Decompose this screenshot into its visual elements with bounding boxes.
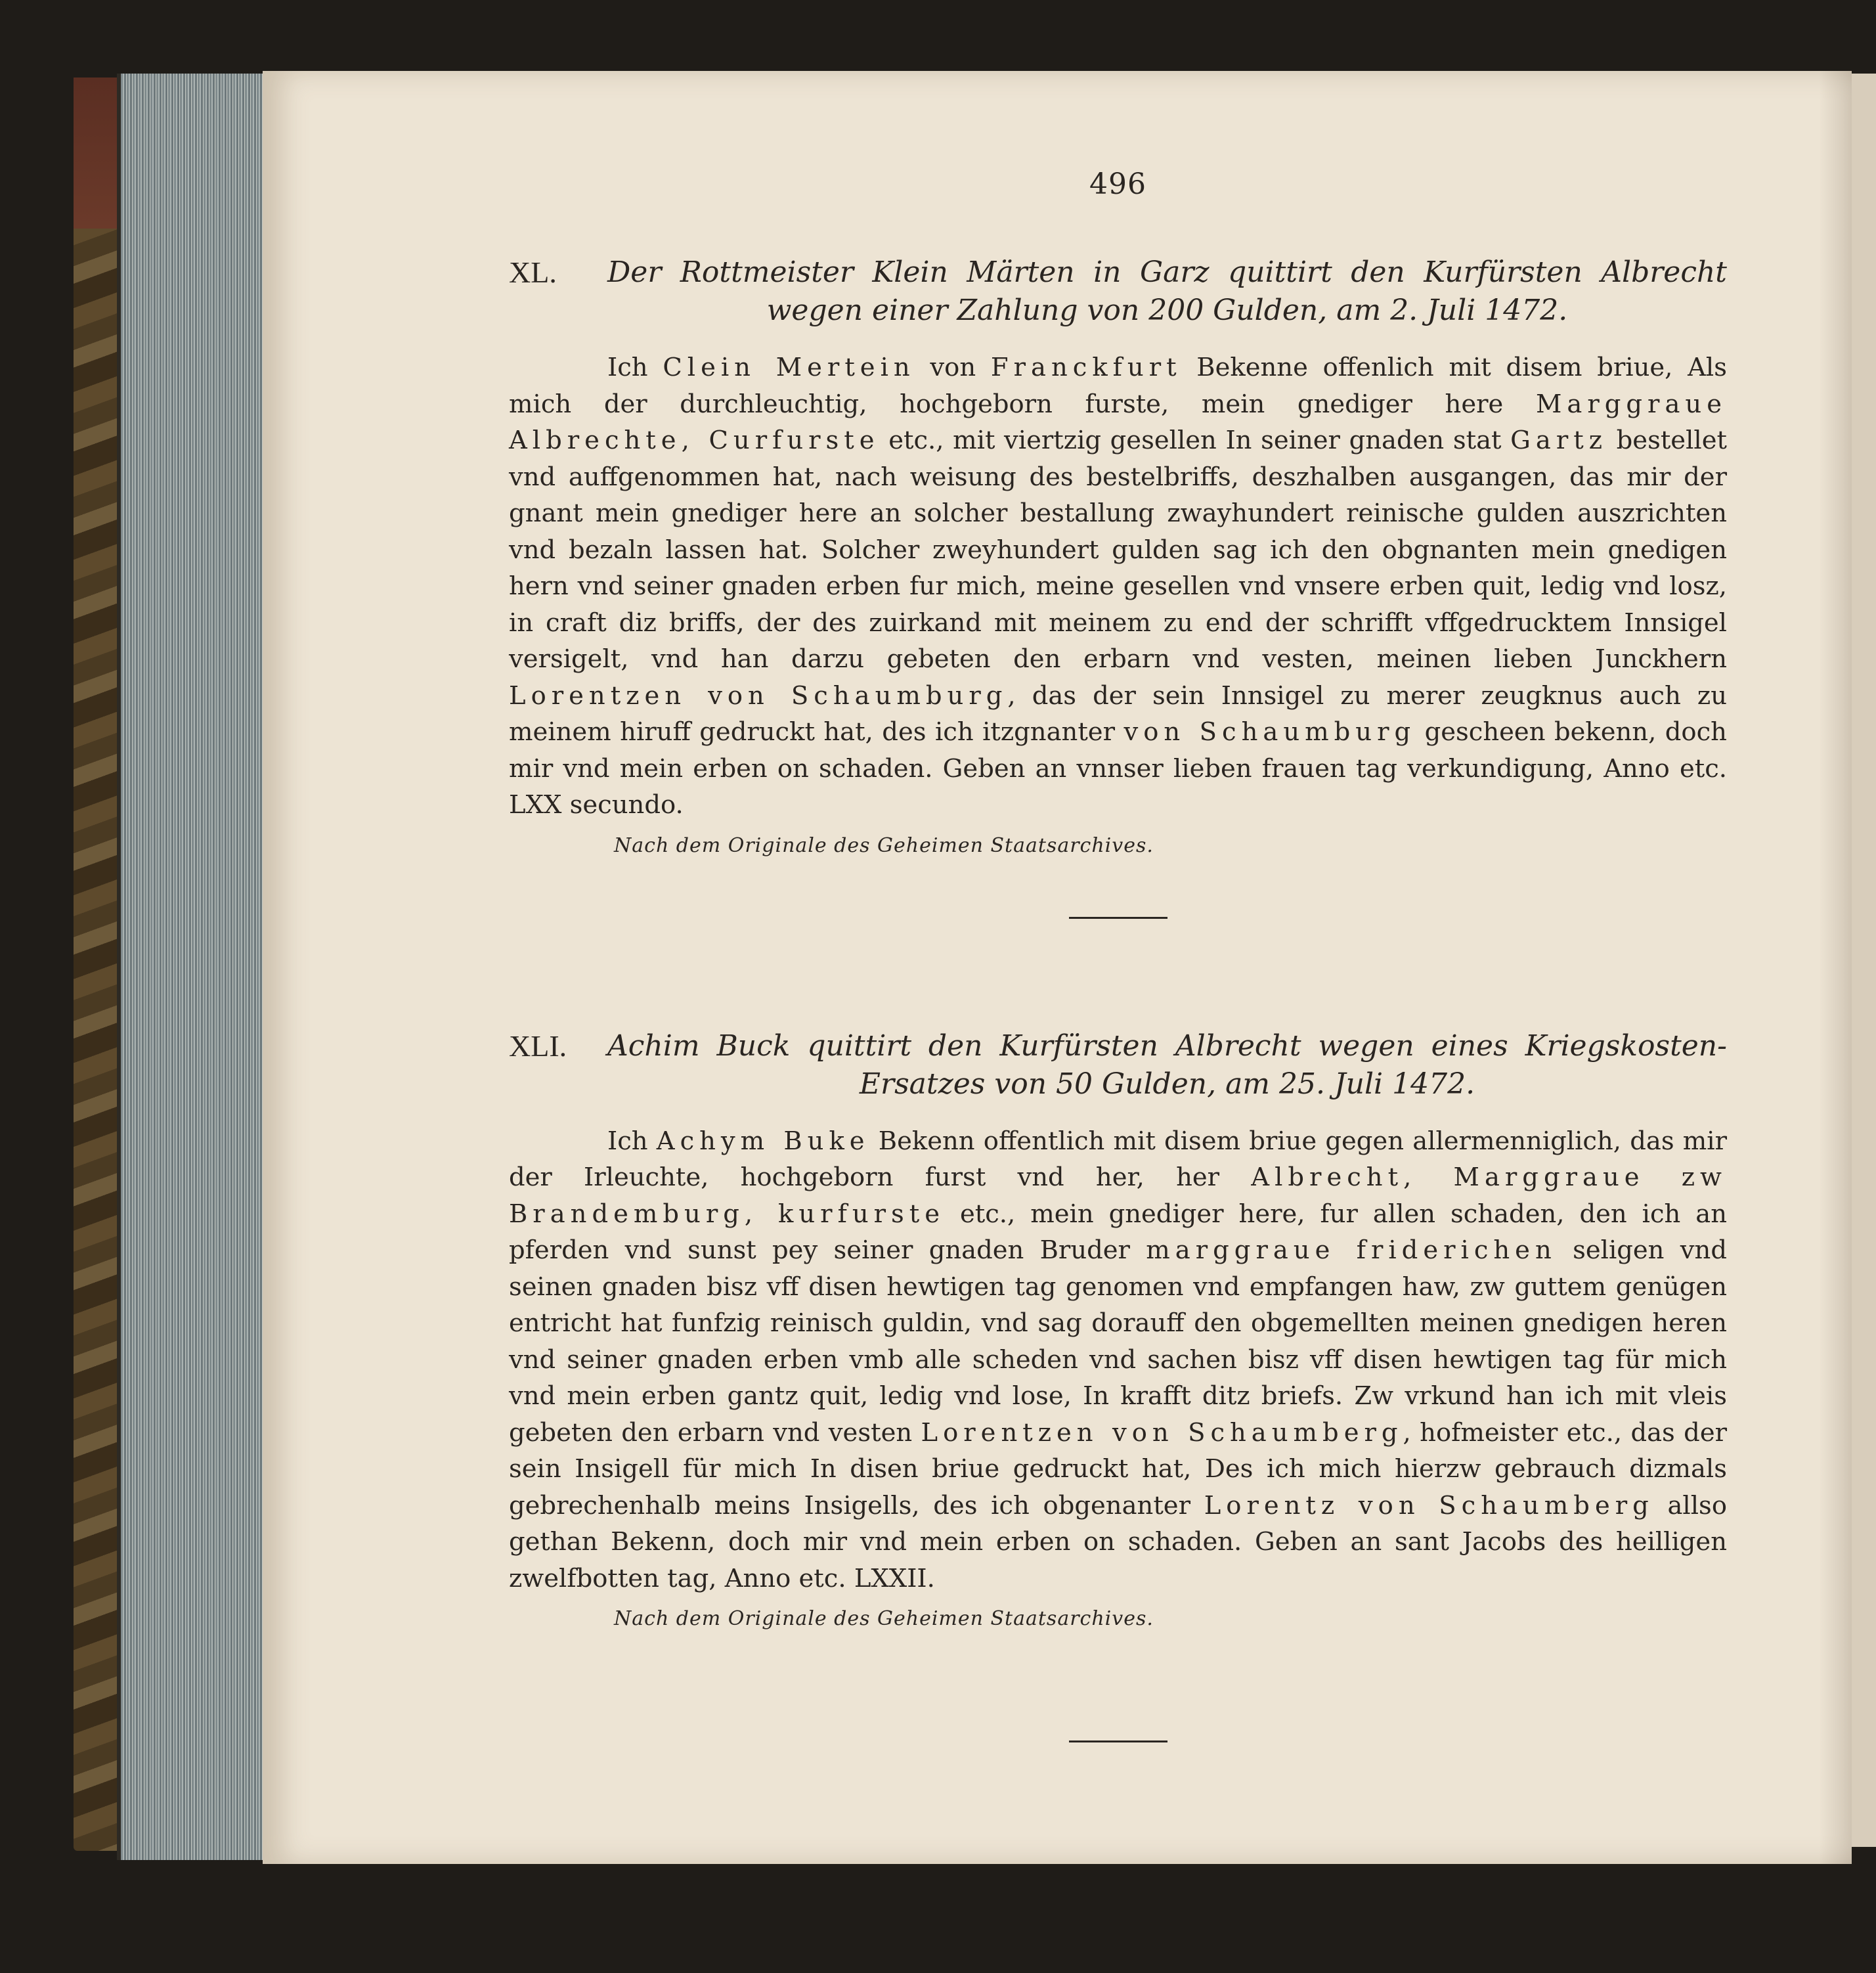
body-segment: bestellet vnd auffgenommen hat, nach weisung des bestelbriffs, deszhalben ausgangen, das mir der gnant mein gnediger here an solcher bestallung zwayhundert reinische gulden auszrichten vnd bezaln lassen hat. Solcher zweyhundert gulden sag ich den obgnanten mein gnedigen hern vnd seiner gnaden erben fur mich, meine gesellen vnd vnsere erben quit, ledig vnd losz, in craft diz briffs, der des zuirkand mit meinem zu end der schrifft vffgedrucktem Innsigel versigelt, vnd han darzu gebeten den erbarn vnd vesten, meinen lieben Junckhern <box>509 426 1727 674</box>
body-name-spaced: Marggraue Albrechte, Curfurste <box>509 389 1727 455</box>
body-segment: allso gethan Bekenn, doch mir vnd mein erben on schaden. Geben an sant Jacobs des heilligen zwelfbotten tag, Anno etc. LXXII. <box>509 1490 1727 1593</box>
document-title: Der Rottmeister Klein Märten in Garz quittirt den Kurfürsten Albrecht wegen einer Zahlung von 200 Gulden, am 2. Juli 1472. <box>607 255 1727 327</box>
body-segment: Ich <box>607 353 663 382</box>
document-xl <box>509 254 1727 859</box>
source-note: Nach dem Originale des Geheimen Staatsarchives. <box>614 833 1154 857</box>
body-name-spaced: von Schaumburg <box>1123 717 1416 747</box>
body-segment: Ich <box>607 1126 657 1156</box>
document-title: Achim Buck quittirt den Kurfürsten Albrecht wegen eines Kriegskosten-Ersatzes von 50 Gulden, am 25. Juli 1472. <box>607 1029 1727 1101</box>
section-divider <box>1069 917 1167 919</box>
body-segment: etc., mein gnediger here, fur allen schaden, den ich an pferden vnd sunst pey seiner gnaden Bruder <box>509 1199 1727 1265</box>
source-note: Nach dem Originale des Geheimen Staatsarchives. <box>614 1607 1154 1630</box>
body-name-spaced: Franckfurt <box>990 353 1182 382</box>
body-name-spaced: Lorentzen von Schaumburg <box>509 680 1008 711</box>
document-body <box>509 1123 1727 1597</box>
document-numeral: XLI. <box>509 1029 567 1063</box>
page-content <box>509 167 1727 1742</box>
body-segment: gescheen bekenn, doch mir vnd mein erben on schaden. Geben an vnnser lieben frauen tag verkundigung, Anno etc. LXX secundo. <box>509 717 1727 820</box>
body-segment: , das der sein Innsigel zu merer zeugknus auch zu meinem hiruff gedruckt hat, des ich itzgnanter <box>509 680 1728 747</box>
body-segment: Bekenn offentlich mit disem briue gegen allermenniglich, das mir der Irleuchte, hochgeborn furst vnd her, her <box>509 1126 1727 1192</box>
body-segment: Bekenne offenlich mit disem briue, Als mich der durchleuchtig, hochgeborn furste, mein gnediger here <box>509 353 1727 419</box>
body-segment: seligen vnd seinen gnaden bisz vff disen hewtigen tag genomen vnd empfangen haw, zw guttem genügen entricht hat funfzig reinisch guldin, vnd sag dorauff den obgemellten meinen gnedigen heren vnd seiner gnaden erben vmb alle scheden vnd sachen bisz vff disen hewtigen tag für mich vnd mein erben gantz quit, ledig vnd lose, In krafft ditz briefs. Zw vrkund han ich mit vleis gebeten den erbarn vnd vesten <box>509 1235 1727 1448</box>
body-segment: von <box>915 353 991 382</box>
body-name-spaced: marggraue friderichen <box>1146 1235 1557 1265</box>
page-number: 496 <box>1089 167 1146 201</box>
document-body <box>509 349 1727 824</box>
body-name-spaced: Lorentz von Schaumberg <box>1204 1490 1654 1520</box>
body-name-spaced: Albrecht, Marggraue zw Brandemburg, kurfurste <box>509 1163 1727 1229</box>
body-name-spaced: Lorentzen von Schaumberg <box>921 1417 1403 1448</box>
document-heading <box>509 1027 1727 1103</box>
page-edges <box>117 74 278 1860</box>
document-numeral: XL. <box>509 255 557 289</box>
gutter-shadow <box>1819 71 1852 1864</box>
body-name-spaced: Achym Buke <box>656 1126 870 1156</box>
document-heading <box>509 254 1727 330</box>
body-name-spaced: Gartz <box>1510 426 1608 455</box>
section-divider <box>1069 1740 1167 1742</box>
body-segment: etc., mit viertzig gesellen In seiner gnaden stat <box>879 426 1511 455</box>
body-segment: , hofmeister etc., das der sein Insigell für mich In disen briue gedruckt hat, Des ich mich hierzw gebrauch dizmals gebrechenhalb meins Insigells, des ich obgenanter <box>509 1417 1728 1520</box>
body-name-spaced: Clein Mertein <box>663 353 915 382</box>
document-xli <box>509 1027 1727 1633</box>
